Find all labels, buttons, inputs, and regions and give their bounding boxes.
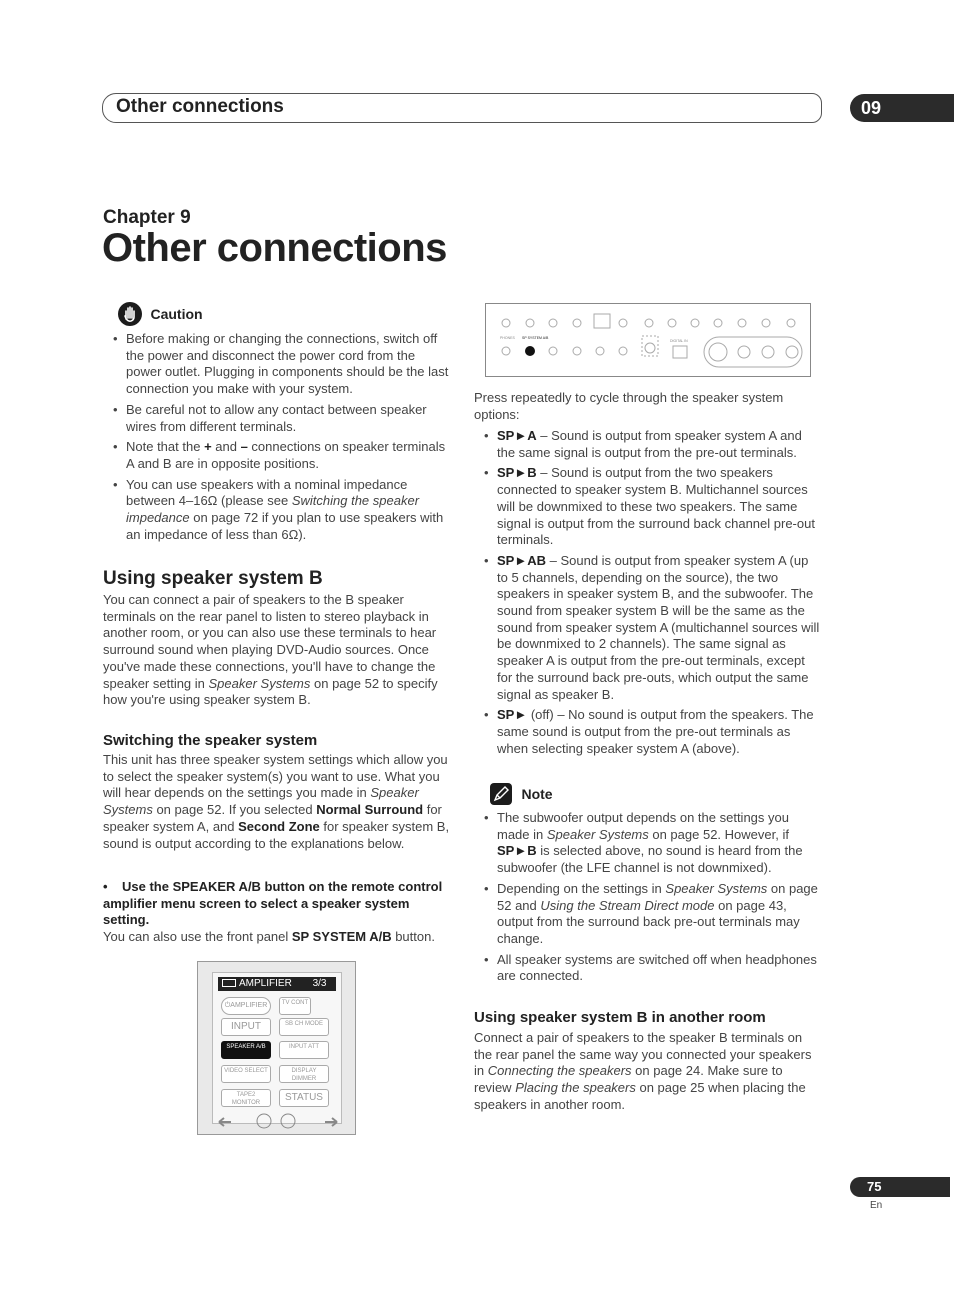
caution-item: • You can use speakers with a nominal impedance between 4–16Ω (please see Switching the speaker impedance on page 72 if you plan to use speakers with an impedance of less than 6Ω). — [103, 477, 451, 544]
page-number: 75 — [850, 1177, 950, 1197]
speaker-options-list — [474, 428, 822, 757]
note-item: • All speaker systems are switched off when headphones are connected. — [474, 952, 822, 985]
caution-title: Caution — [150, 306, 203, 322]
remote-input-button[interactable]: INPUT — [221, 1018, 271, 1036]
return-icon — [281, 1114, 295, 1128]
remote-nav-row — [216, 1112, 340, 1132]
chapter-number-tab: 09 — [850, 94, 954, 122]
caution-list — [103, 331, 451, 543]
remote-menu-title: AMPLIFIER — [239, 978, 292, 989]
remote-video-select-button[interactable]: VIDEO SELECT — [221, 1065, 271, 1083]
remote-tv-cont-button[interactable]: TV CONT — [279, 997, 311, 1015]
subsection-title-switching: Switching the speaker system — [103, 732, 318, 749]
remote-sb-ch-mode-button[interactable]: SB CH MODE — [279, 1018, 329, 1036]
caution-item: • Before making or changing the connections, switch off the power and disconnect the power cord from the power outlet. Plugging in components should be the last connection you make with your system. — [103, 331, 451, 398]
caution-item: • Note that the + and – connections on speaker terminals A and B are in opposite positions. — [103, 439, 451, 472]
power-icon: ⏻ — [224, 1002, 231, 1009]
another-room-body: Connect a pair of speakers to the speaker B terminals on the rear panel the same way you connected your speakers in Connecting the speakers on page 24. Make sure to review Placing the speakers on page 25 when placing the speakers in another room. — [474, 1030, 812, 1112]
chapter-title: Other connections — [102, 226, 447, 270]
front-panel-illustration — [485, 303, 811, 377]
speaker-option-ab: • SP►AB – Sound is output from speaker system A (up to 5 channels, depending on the source), the two speakers in speaker system B, and the subwoofer. The sound from speaker system B will be the same as the sound from speaker system A (multichannel sources will be downmixed to 2 channels). The same signal as speaker A is output from the pre-out terminals, except for the surround back pre-outs, which output the same signal as speaker B. — [474, 553, 822, 703]
instruction-step: • Use the SPEAKER A/B button on the remote control amplifier menu screen to select a speaker system setting. — [103, 879, 443, 928]
panel-label-digital-in: DIGITAL IN — [670, 339, 688, 343]
section-b-body: You can connect a pair of speakers to the B speaker terminals on the rear panel to listen to stereo playback in another room, or you can also use these terminals to hear surround sound when playing DVD-Audio sources. Once you've made these connections, you'll have to change the speaker setting in Speaker Systems on page 52 to specify how you're using speaker system B. — [103, 592, 438, 708]
note-title: Note — [521, 786, 553, 802]
note-list — [474, 810, 822, 985]
note-item: • Depending on the settings in Speaker Systems on page 52 and Using the Stream Direct mode on page 43, output from the surround back pre-out terminals may change. — [474, 881, 822, 948]
remote-display-dimmer-button[interactable]: DISPLAY DIMMER — [279, 1065, 329, 1083]
sp-system-button — [525, 346, 535, 356]
forward-arrow-icon — [325, 1118, 337, 1126]
speaker-option-b: • SP►B – Sound is output from the two speakers connected to speaker system B. Multichannel sources will be downmixed to these two speakers. The same signal is output from the surround back channel pre-out terminals. — [474, 465, 822, 549]
remote-lcd — [212, 972, 342, 1124]
caution-heading — [118, 302, 203, 331]
remote-speaker-ab-button[interactable]: SPEAKER A/B — [221, 1041, 271, 1059]
remote-status-button[interactable]: STATUS — [279, 1089, 329, 1107]
language-code: En — [870, 1200, 883, 1211]
options-intro: Press repeatedly to cycle through the speaker system options: — [474, 390, 784, 422]
subsection-title-another-room: Using speaker system B in another room — [474, 1009, 766, 1026]
note-item: • The subwoofer output depends on the settings you made in Speaker Systems on page 52. However, if SP►B is selected above, no sound is heard from the subwoofer (the LFE channel is not downmixed). — [474, 810, 822, 877]
amplifier-icon — [222, 979, 236, 987]
remote-amplifier-button[interactable]: ⏻AMPLIFIER — [221, 997, 271, 1015]
switching-body: This unit has three speaker system settings which allow you to select the speaker system(s) you want to use. What you will hear depends on the settings you made in Speaker Systems on page 52. If you selected Normal Surround for speaker system A, and Second Zone for speaker system B, sound is output according to the explanations below. — [103, 752, 450, 851]
remote-input-att-button[interactable]: INPUT ATT — [279, 1041, 329, 1059]
speaker-option-off: • SP► (off) – No sound is output from the speakers. The same sound is output from the pre-out terminals as when selecting speaker system A (above). — [474, 707, 822, 757]
hand-stop-icon — [118, 302, 142, 326]
panel-label-sp-system: SP SYSTEM A/B — [522, 336, 549, 340]
speaker-option-a: • SP►A – Sound is output from speaker system A and the same signal is output from the pre-out terminals. — [474, 428, 822, 461]
pencil-note-icon — [490, 783, 512, 805]
front-panel-note: You can also use the front panel SP SYSTEM A/B button. — [103, 929, 435, 944]
front-panel-drawing — [486, 304, 812, 378]
back-arrow-icon — [219, 1118, 231, 1126]
remote-control-screen-illustration — [197, 961, 356, 1135]
running-header-title: Other connections — [116, 96, 284, 117]
section-title-speaker-b: Using speaker system B — [103, 568, 323, 589]
remote-menu-bar — [218, 977, 336, 991]
note-heading — [490, 783, 553, 810]
remote-tape2-monitor-button[interactable]: TAPE2 MONITOR — [221, 1089, 271, 1107]
caution-item: • Be careful not to allow any contact between speaker wires from different terminals. — [103, 402, 451, 435]
chapter-label: Chapter 9 — [103, 207, 191, 228]
panel-label-phones: PHONES — [500, 336, 515, 340]
remote-menu-page: 3/3 — [312, 978, 327, 989]
home-icon — [257, 1114, 271, 1128]
